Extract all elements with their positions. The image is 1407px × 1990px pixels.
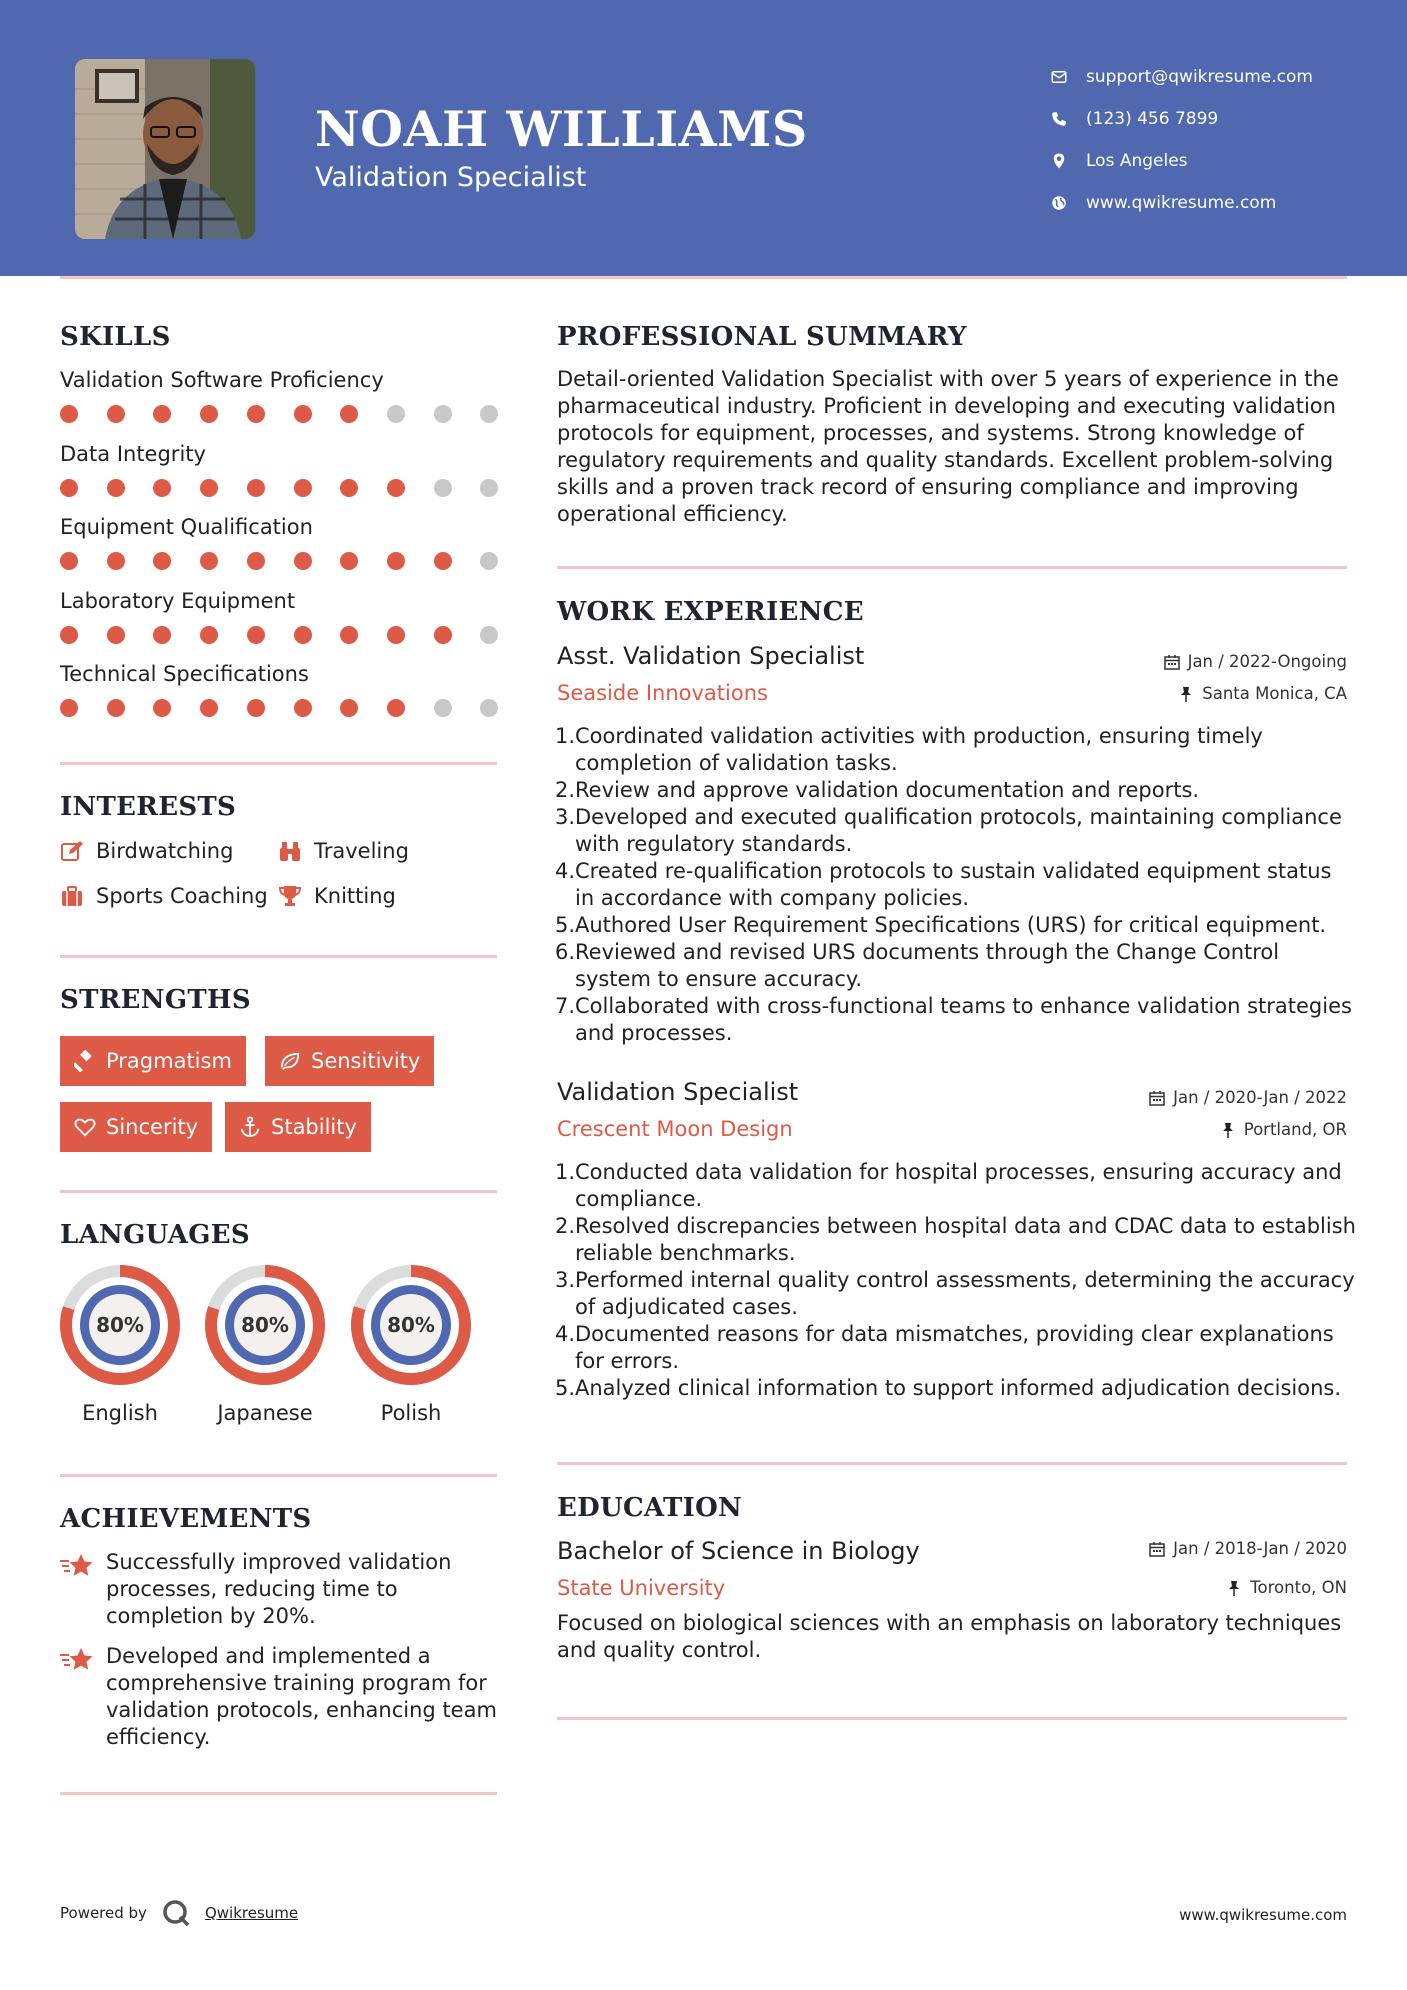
rating-dot-filled bbox=[247, 405, 265, 423]
contact-location bbox=[1050, 140, 1313, 182]
rating-dot-filled bbox=[387, 626, 405, 644]
education-location bbox=[1226, 1578, 1347, 1597]
achievement-item bbox=[60, 1549, 500, 1630]
leaf-icon bbox=[279, 1050, 301, 1072]
globe-icon bbox=[1050, 194, 1068, 212]
experience-heading: WORK EXPERIENCE bbox=[557, 597, 864, 627]
contact-info bbox=[1050, 56, 1313, 224]
rating-dot-filled bbox=[200, 626, 218, 644]
rating-dot-filled bbox=[200, 479, 218, 497]
rating-dot-filled bbox=[60, 479, 78, 497]
star-icon bbox=[60, 1647, 94, 1673]
rating-dot-filled bbox=[153, 552, 171, 570]
anchor-icon bbox=[239, 1116, 261, 1138]
company-name: Crescent Moon Design bbox=[557, 1117, 793, 1141]
pushpin-icon bbox=[1220, 1122, 1236, 1138]
rating-dot-filled bbox=[200, 699, 218, 717]
language-percent: 80% bbox=[96, 1313, 144, 1337]
rating-dot-filled bbox=[107, 479, 125, 497]
rating-dot-filled bbox=[387, 479, 405, 497]
rating-dot-empty bbox=[480, 405, 498, 423]
envelope-icon bbox=[1050, 68, 1068, 86]
achievements-heading: ACHIEVEMENTS bbox=[60, 1504, 312, 1534]
strengths-heading: STRENGTHS bbox=[60, 985, 251, 1015]
duty-item: Review and approve validation documentation and reports. bbox=[575, 778, 1200, 802]
rating-dot-filled bbox=[153, 479, 171, 497]
rating-dot-empty bbox=[434, 699, 452, 717]
binoculars-icon bbox=[278, 839, 302, 863]
rating-dot-filled bbox=[434, 626, 452, 644]
website-text: www.qwikresume.com bbox=[1086, 193, 1277, 213]
rating-dot-empty bbox=[480, 699, 498, 717]
pencil-square-icon bbox=[60, 839, 84, 863]
education-heading: EDUCATION bbox=[557, 1493, 743, 1523]
rating-dot-filled bbox=[340, 479, 358, 497]
achievement-text: Successfully improved validation processes, reducing time to completion by 20%. bbox=[106, 1550, 452, 1628]
skill-name: Validation Software Proficiency bbox=[60, 368, 384, 392]
skill-name: Equipment Qualification bbox=[60, 515, 313, 539]
education-dates bbox=[1149, 1539, 1347, 1558]
language-percent: 80% bbox=[387, 1313, 435, 1337]
heart-icon bbox=[74, 1116, 96, 1138]
calendar-icon bbox=[1149, 1541, 1165, 1557]
job-duties bbox=[557, 1159, 1357, 1402]
language-name: Japanese bbox=[217, 1401, 313, 1425]
strength-tag bbox=[60, 1036, 246, 1086]
job-title: Validation Specialist bbox=[557, 1078, 799, 1106]
rating-dot-filled bbox=[294, 405, 312, 423]
rating-dot-filled bbox=[60, 405, 78, 423]
email-text: support@qwikresume.com bbox=[1086, 67, 1313, 87]
rating-dot-filled bbox=[294, 552, 312, 570]
rating-dot-filled bbox=[107, 552, 125, 570]
calendar-icon bbox=[1149, 1090, 1165, 1106]
duty-item: Developed and executed qualification protocols, maintaining compliance with regulatory standards. bbox=[575, 805, 1342, 856]
interest-item bbox=[60, 839, 233, 863]
interest-item bbox=[278, 839, 409, 863]
duty-item: Created re-qualification protocols to sustain validated equipment status in accordance with company policies. bbox=[575, 859, 1332, 910]
rating-dot-filled bbox=[340, 626, 358, 644]
footer-powered-by bbox=[60, 1898, 298, 1928]
dates-text: Jan / 2020-Jan / 2022 bbox=[1173, 1088, 1347, 1107]
footer-website[interactable]: www.qwikresume.com bbox=[1179, 1906, 1347, 1924]
dates-text: Jan / 2022-Ongoing bbox=[1187, 652, 1347, 671]
language-ring bbox=[205, 1265, 325, 1389]
skill-name: Data Integrity bbox=[60, 441, 206, 466]
star-icon bbox=[60, 1553, 94, 1579]
rating-dot-filled bbox=[247, 479, 265, 497]
rating-dot-empty bbox=[480, 552, 498, 570]
strength-tag bbox=[225, 1102, 371, 1152]
briefcase-icon bbox=[60, 884, 84, 908]
map-pin-icon bbox=[1050, 152, 1068, 170]
candidate-title: Validation Specialist bbox=[315, 162, 587, 193]
skills-divider bbox=[60, 762, 497, 765]
rating-dot-filled bbox=[200, 405, 218, 423]
job-location bbox=[1178, 684, 1347, 703]
rating-dot-filled bbox=[200, 552, 218, 570]
skill-rating bbox=[60, 699, 500, 719]
rating-dot-filled bbox=[247, 699, 265, 717]
brand-link[interactable]: Qwikresume bbox=[204, 1904, 299, 1922]
rating-dot-filled bbox=[387, 552, 405, 570]
powered-by-text: Powered by bbox=[60, 1904, 147, 1922]
job-duties bbox=[557, 723, 1357, 1047]
summary-heading: PROFESSIONAL SUMMARY bbox=[557, 322, 967, 352]
rating-dot-filled bbox=[60, 699, 78, 717]
duty-item: Authored User Requirement Specifications (URS) for critical equipment. bbox=[575, 913, 1327, 937]
language-ring bbox=[60, 1265, 180, 1389]
duty-item: Collaborated with cross-functional teams to enhance validation strategies and processes. bbox=[575, 994, 1352, 1045]
phone-icon bbox=[1050, 110, 1068, 128]
strength-label: Pragmatism bbox=[106, 1049, 232, 1073]
rating-dot-filled bbox=[247, 552, 265, 570]
languages-heading: LANGUAGES bbox=[60, 1220, 250, 1250]
strengths-divider bbox=[60, 1190, 497, 1193]
interest-item bbox=[60, 884, 268, 908]
languages-divider bbox=[60, 1474, 497, 1477]
rating-dot-filled bbox=[294, 479, 312, 497]
contact-phone[interactable] bbox=[1050, 98, 1313, 140]
gavel-icon bbox=[74, 1050, 96, 1072]
rating-dot-empty bbox=[434, 405, 452, 423]
resume-header bbox=[0, 0, 1407, 276]
interest-label: Birdwatching bbox=[96, 839, 234, 863]
achievements-divider bbox=[60, 1792, 497, 1795]
rating-dot-filled bbox=[387, 699, 405, 717]
skill-rating bbox=[60, 405, 500, 425]
duty-item: Performed internal quality control assessments, determining the accuracy of adjudicated cases. bbox=[575, 1268, 1355, 1319]
contact-email[interactable] bbox=[1050, 56, 1313, 98]
job-dates bbox=[1149, 1088, 1347, 1107]
language-ring bbox=[351, 1265, 471, 1389]
pushpin-icon bbox=[1178, 686, 1194, 702]
rating-dot-filled bbox=[153, 405, 171, 423]
company-name: Seaside Innovations bbox=[557, 681, 768, 705]
language-percent: 80% bbox=[241, 1313, 289, 1337]
job-dates bbox=[1164, 652, 1347, 671]
rating-dot-empty bbox=[434, 479, 452, 497]
rating-dot-empty bbox=[480, 626, 498, 644]
summary-text: Detail-oriented Validation Specialist with over 5 years of experience in the pharmaceutical industry. Proficient in developing and executing validation protocols for equipment, processes, and systems. Strong knowledge of regulatory requirements and quality standards. Excellent problem-solving skills and a proven track record of ensuring compliance and improving operational efficiency. bbox=[557, 367, 1339, 526]
calendar-icon bbox=[1164, 654, 1180, 670]
rating-dot-filled bbox=[340, 405, 358, 423]
location-text: Toronto, ON bbox=[1250, 1578, 1347, 1597]
skill-rating bbox=[60, 479, 500, 499]
phone-text: (123) 456 7899 bbox=[1086, 109, 1219, 129]
interest-item bbox=[278, 884, 396, 908]
strength-tag bbox=[60, 1102, 212, 1152]
interests-divider bbox=[60, 955, 497, 958]
candidate-name: NOAH WILLIAMS bbox=[315, 100, 808, 158]
interests-heading: INTERESTS bbox=[60, 792, 237, 822]
dates-text: Jan / 2018-Jan / 2020 bbox=[1173, 1539, 1347, 1558]
duty-item: Analyzed clinical information to support informed adjudication decisions. bbox=[575, 1376, 1342, 1400]
degree-title: Bachelor of Science in Biology bbox=[557, 1537, 920, 1565]
summary-divider bbox=[557, 566, 1347, 569]
location-text: Los Angeles bbox=[1086, 151, 1188, 171]
rating-dot-filled bbox=[107, 699, 125, 717]
rating-dot-filled bbox=[294, 626, 312, 644]
duty-item: Documented reasons for data mismatches, providing clear explanations for errors. bbox=[575, 1322, 1334, 1373]
skill-rating bbox=[60, 552, 500, 572]
school-name: State University bbox=[557, 1576, 726, 1600]
skill-name: Technical Specifications bbox=[60, 662, 309, 686]
duty-item: Resolved discrepancies between hospital data and CDAC data to establish reliable benchmarks. bbox=[575, 1214, 1356, 1265]
duty-item: Coordinated validation activities with production, ensuring timely completion of validation tasks. bbox=[575, 724, 1263, 775]
education-description: Focused on biological sciences with an emphasis on laboratory techniques and quality control. bbox=[557, 1611, 1342, 1662]
strength-label: Sincerity bbox=[106, 1115, 199, 1139]
skill-name: Laboratory Equipment bbox=[60, 588, 296, 613]
contact-website[interactable] bbox=[1050, 182, 1313, 224]
strength-label: Sensitivity bbox=[311, 1049, 421, 1073]
rating-dot-filled bbox=[294, 699, 312, 717]
rating-dot-filled bbox=[60, 626, 78, 644]
rating-dot-filled bbox=[153, 699, 171, 717]
interest-label: Knitting bbox=[314, 884, 396, 908]
trophy-icon bbox=[278, 884, 302, 908]
location-text: Santa Monica, CA bbox=[1202, 684, 1347, 703]
rating-dot-filled bbox=[107, 405, 125, 423]
skills-heading: SKILLS bbox=[60, 322, 171, 352]
rating-dot-filled bbox=[107, 626, 125, 644]
experience-divider bbox=[557, 1462, 1347, 1465]
rating-dot-filled bbox=[434, 552, 452, 570]
skill-rating bbox=[60, 626, 500, 646]
language-name: English bbox=[82, 1401, 158, 1425]
achievement-text: Developed and implemented a comprehensive training program for validation protocols, enhancing team efficiency. bbox=[106, 1644, 497, 1749]
rating-dot-empty bbox=[387, 405, 405, 423]
profile-photo bbox=[75, 59, 255, 239]
pushpin-icon bbox=[1226, 1580, 1242, 1596]
strength-label: Stability bbox=[271, 1115, 357, 1139]
rating-dot-filled bbox=[340, 552, 358, 570]
rating-dot-filled bbox=[153, 626, 171, 644]
education-divider bbox=[557, 1717, 1347, 1720]
location-text: Portland, OR bbox=[1243, 1120, 1347, 1139]
job-title: Asst. Validation Specialist bbox=[557, 642, 865, 670]
qwikresume-logo-icon bbox=[161, 1898, 191, 1928]
strength-tag bbox=[265, 1036, 434, 1086]
rating-dot-filled bbox=[247, 626, 265, 644]
header-divider bbox=[60, 276, 1347, 279]
duty-item: Conducted data validation for hospital processes, ensuring accuracy and compliance. bbox=[575, 1160, 1342, 1211]
achievement-item bbox=[60, 1643, 500, 1751]
language-name: Polish bbox=[380, 1401, 442, 1425]
rating-dot-empty bbox=[480, 479, 498, 497]
rating-dot-filled bbox=[60, 552, 78, 570]
duty-item: Reviewed and revised URS documents through the Change Control system to ensure accuracy. bbox=[575, 940, 1280, 991]
interest-label: Traveling bbox=[314, 839, 409, 863]
job-location bbox=[1220, 1120, 1347, 1139]
rating-dot-filled bbox=[340, 699, 358, 717]
interest-label: Sports Coaching bbox=[96, 884, 268, 908]
